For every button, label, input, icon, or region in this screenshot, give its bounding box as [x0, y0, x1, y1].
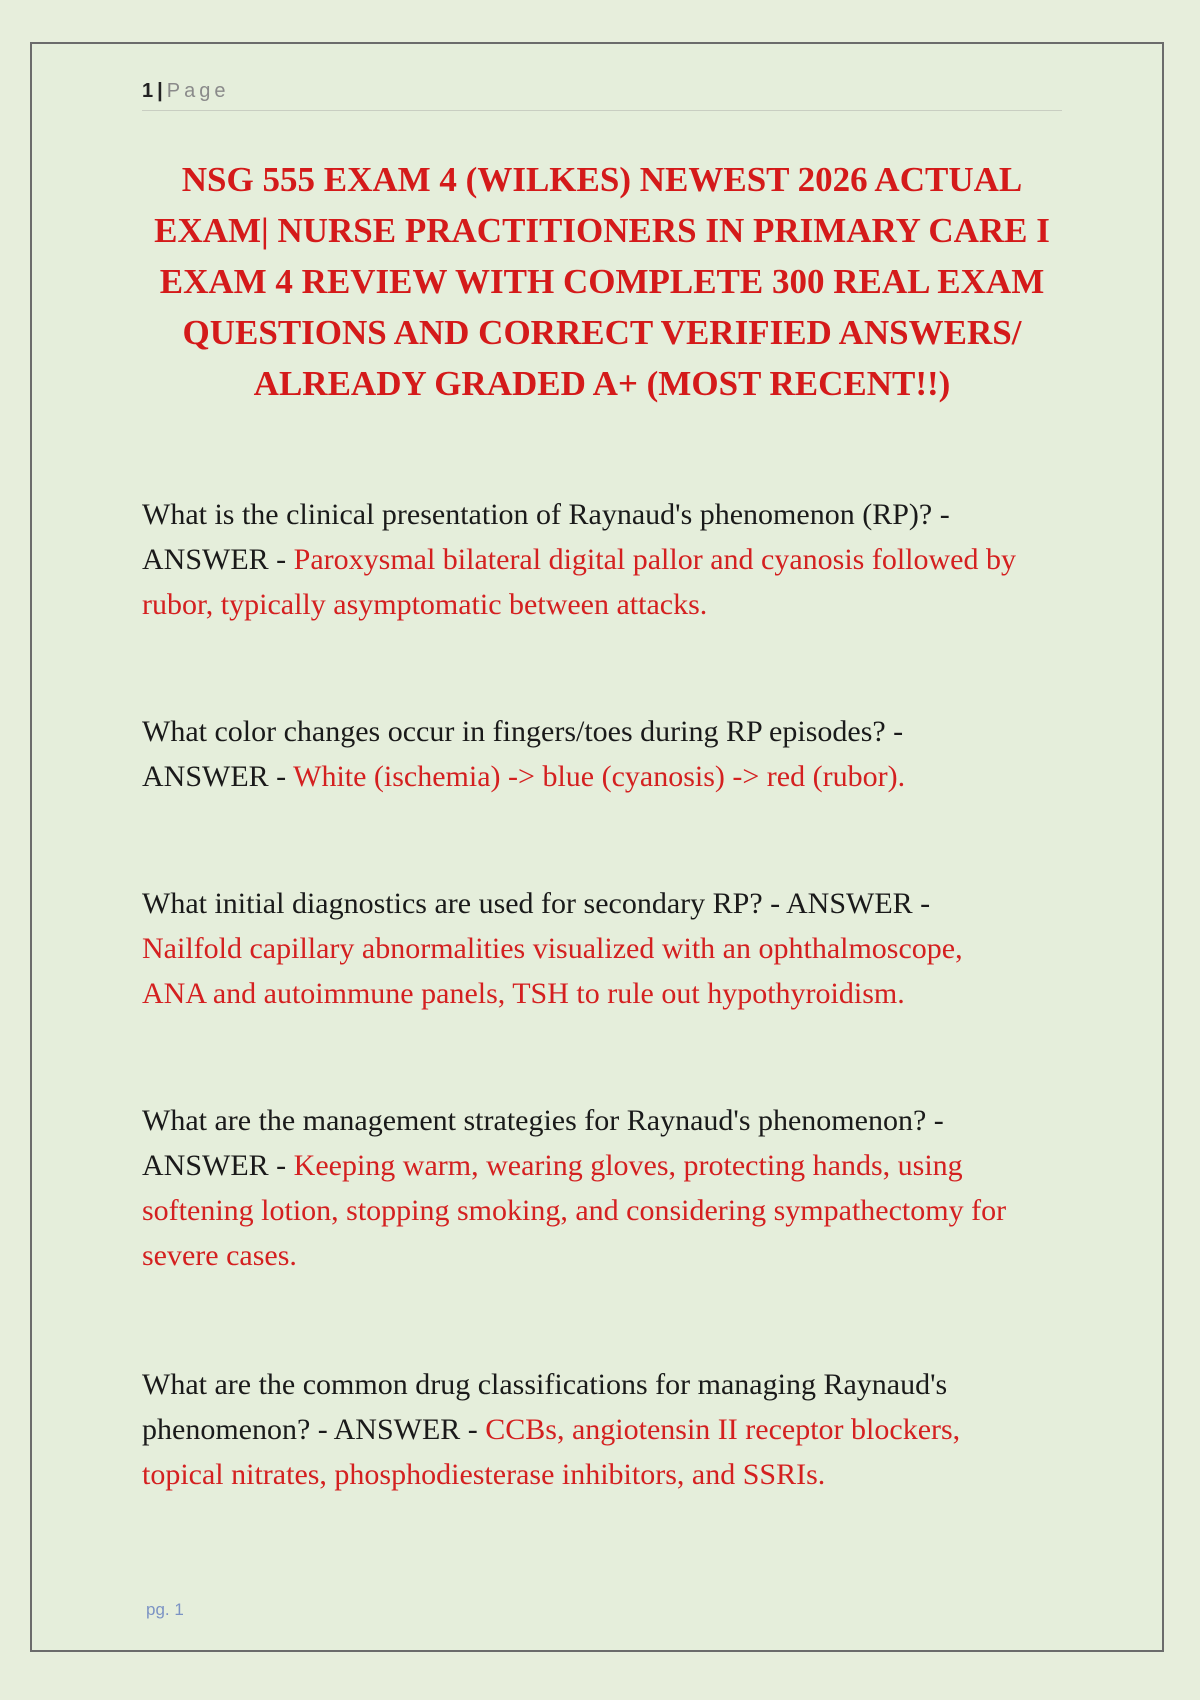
title-line-5: ALREADY GRADED A+ (MOST RECENT!!) — [253, 364, 951, 403]
title-line-2: EXAM| NURSE PRACTITIONERS IN PRIMARY CARE I — [154, 211, 1050, 250]
question-text: phenomenon? - ANSWER - — [142, 1413, 486, 1446]
qa-item-4 — [142, 1098, 1006, 1278]
qa-item-3 — [142, 881, 963, 1016]
title-line-3: EXAM 4 REVIEW WITH COMPLETE 300 REAL EXAM — [159, 262, 1045, 301]
answer-text: severe cases. — [142, 1239, 297, 1272]
answer-text: CCBs, angiotensin II receptor blockers, — [485, 1413, 961, 1446]
header-page-word: Page — [166, 80, 230, 102]
page-header — [142, 80, 1062, 111]
answer-text: topical nitrates, phosphodiesterase inhibitors, and SSRIs. — [142, 1458, 826, 1491]
answer-text: Nailfold capillary abnormalities visualized with an ophthalmoscope, — [142, 932, 963, 965]
question-text: What is the clinical presentation of Raynaud's phenomenon (RP)? - — [142, 498, 950, 531]
question-text: What color changes occur in fingers/toes during RP episodes? - — [142, 715, 904, 748]
document-page — [30, 42, 1164, 1652]
question-text: What are the management strategies for Raynaud's phenomenon? - — [142, 1104, 944, 1137]
page-footer-label: pg. 1 — [146, 1600, 184, 1619]
question-text: ANSWER - — [142, 543, 294, 576]
answer-text: White (ischemia) -> blue (cyanosis) -> red (rubor). — [293, 760, 906, 793]
title-line-4: QUESTIONS AND CORRECT VERIFIED ANSWERS/ — [182, 313, 1022, 352]
qa-item-1 — [142, 492, 1016, 627]
question-text: What are the common drug classifications for managing Raynaud's — [142, 1368, 948, 1401]
answer-text: ANA and autoimmune panels, TSH to rule out hypothyroidism. — [142, 977, 905, 1010]
document-title — [132, 154, 1072, 409]
question-text: ANSWER - — [142, 760, 294, 793]
answer-text: Keeping warm, wearing gloves, protecting hands, using — [293, 1149, 963, 1182]
question-text: ANSWER - — [142, 1149, 294, 1182]
answer-text: softening lotion, stopping smoking, and considering sympathectomy for — [142, 1194, 1007, 1227]
title-line-1: NSG 555 EXAM 4 (WILKES) NEWEST 2026 ACTUAL — [181, 160, 1023, 199]
qa-item-5 — [142, 1362, 960, 1497]
answer-text: Paroxysmal bilateral digital pallor and cyanosis followed by — [293, 543, 1016, 576]
header-separator: | — [157, 80, 163, 102]
answer-text: rubor, typically asymptomatic between attacks. — [142, 588, 708, 621]
header-page-number: 1 — [142, 80, 154, 102]
question-text: What initial diagnostics are used for secondary RP? - ANSWER - — [142, 887, 931, 920]
qa-item-2 — [142, 709, 905, 799]
